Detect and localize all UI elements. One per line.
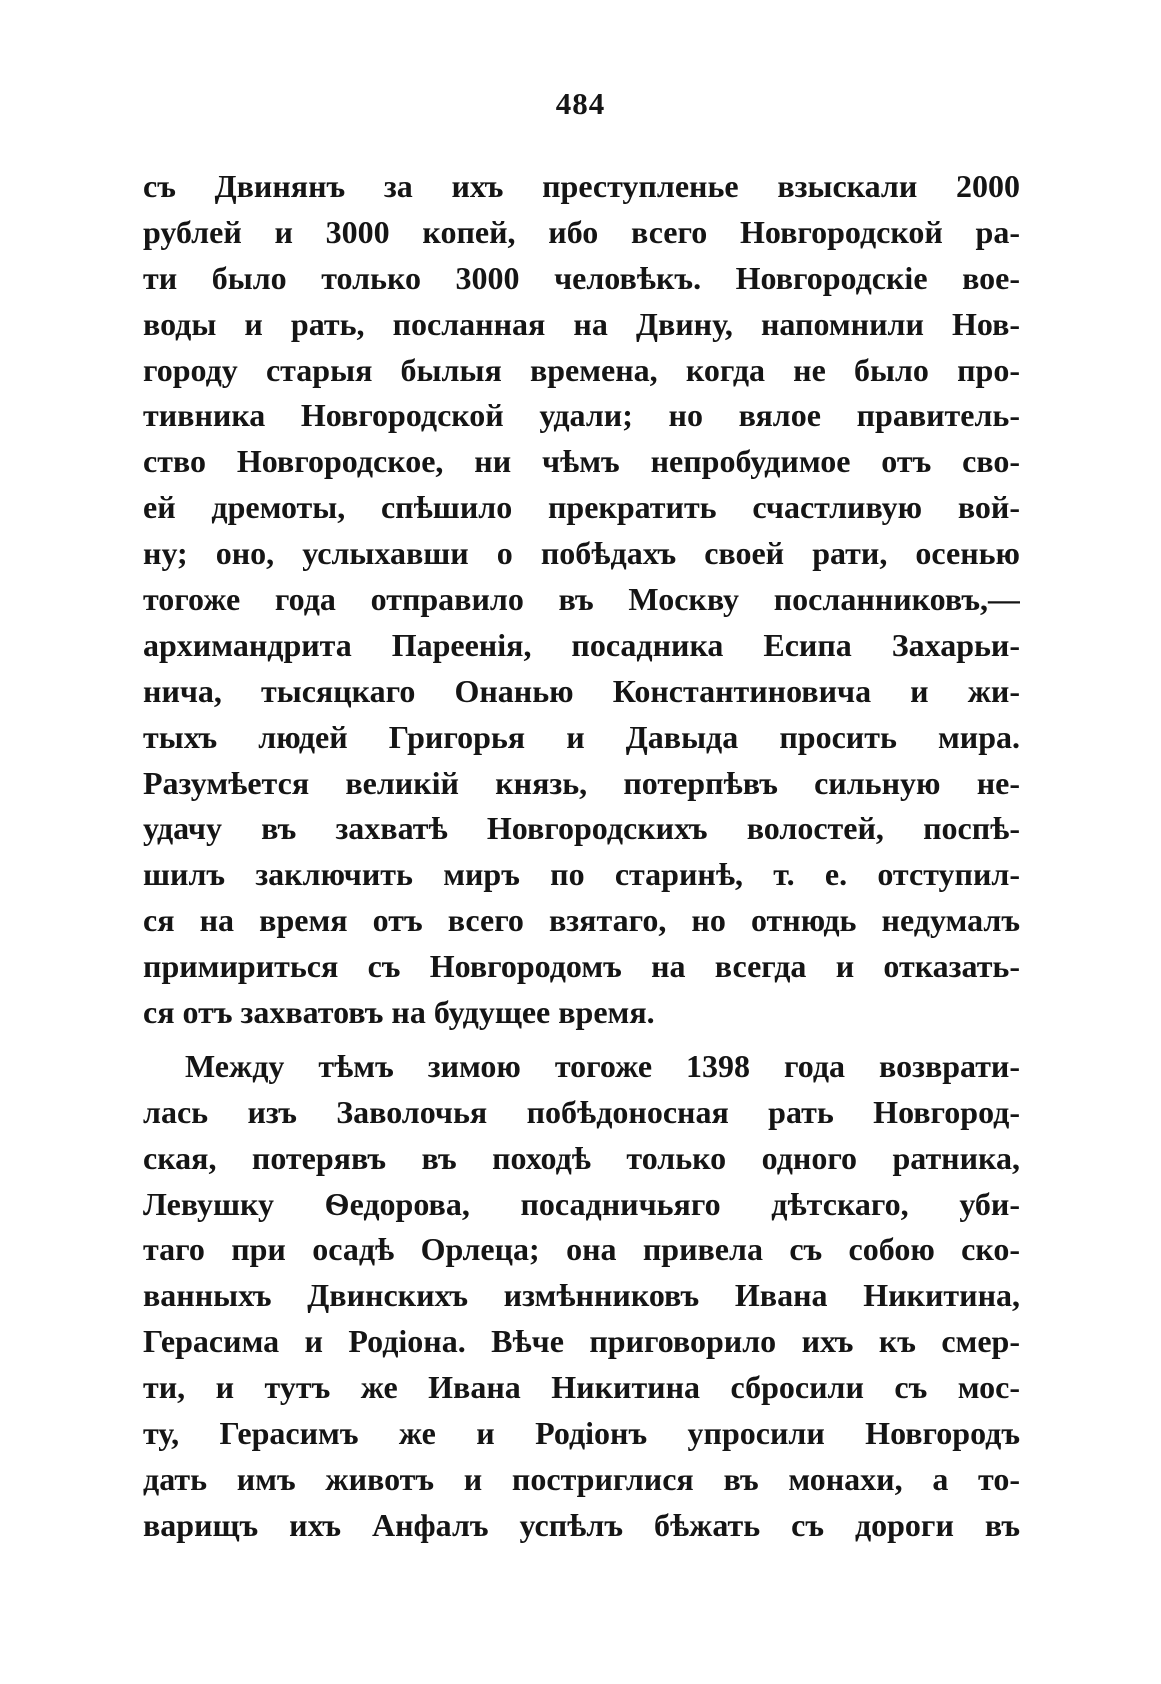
- text-line: ся на время отъ всего взятаго, но отнюдь недумалъ: [143, 902, 1020, 939]
- page-number: 484: [555, 86, 606, 121]
- paragraph-2: [143, 1044, 1020, 1549]
- text-line: тогоже года отправило въ Москву посланниковъ,—: [143, 581, 1020, 618]
- text-line: ей дремоты, спѣшило прекратить счастливую вой-: [143, 489, 1020, 526]
- text-line: лась изъ Заволочья побѣдоносная рать Новгород-: [143, 1093, 1020, 1130]
- text-line: ту, Герасимъ же и Родіонъ упросили Новгородъ: [143, 1415, 1020, 1452]
- text-line: воды и рать, посланная на Двину, напомнили Нов-: [143, 305, 1020, 342]
- text-line: Левушку Ѳедорова, посадничьяго дѣтскаго, уби-: [143, 1185, 1020, 1222]
- text-line: Между тѣмъ зимою тогоже 1398 года возврати-: [185, 1047, 1020, 1084]
- text-line: ну; оно, услыхавши о побѣдахъ своей рати, осенью: [143, 535, 1020, 572]
- text-line: дать имъ животъ и постриглися въ монахи, а то-: [143, 1460, 1020, 1497]
- text-line: съ Двинянъ за ихъ преступленье взыскали 2000: [143, 168, 1020, 204]
- text-line: городу старыя былыя времена, когда не было про-: [143, 351, 1020, 388]
- paragraph-gap: [143, 1036, 1020, 1044]
- text-line: варищъ ихъ Анфалъ успѣлъ бѣжать съ дороги въ: [143, 1506, 1020, 1543]
- text-line: шилъ заключить миръ по старинѣ, т. е. отступил-: [143, 856, 1020, 893]
- text-line: нича, тысяцкаго Онанью Константиновича и жи-: [143, 672, 1020, 709]
- text-line: таго при осадѣ Орлеца; она привела съ собою ско-: [143, 1231, 1020, 1268]
- text-line: ская, потерявъ въ походѣ только одного ратника,: [143, 1139, 1020, 1176]
- text-line: ванныхъ Двинскихъ измѣнниковъ Ивана Никитина,: [143, 1277, 1020, 1314]
- text-line: удачу въ захватѣ Новгородскихъ волостей, поспѣ-: [143, 810, 1020, 847]
- text-line: архимандрита Пареенія, посадника Есипа Захарьи-: [143, 626, 1020, 663]
- text-line: тыхъ людей Григорья и Давыда просить мира.: [143, 718, 1020, 755]
- text-line: Разумѣется великій князь, потерпѣвъ сильную не-: [143, 764, 1020, 801]
- text-line: ти, и тутъ же Ивана Никитина сбросили съ мос-: [143, 1369, 1020, 1406]
- text-line: ти было только 3000 человѣкъ. Новгородскіе вое-: [143, 259, 1020, 296]
- text-line: Герасима и Родіона. Вѣче приговорило ихъ къ смер-: [143, 1323, 1020, 1360]
- text-line: тивника Новгородской удали; но вялое правитель-: [143, 397, 1020, 434]
- page-text: [143, 164, 1020, 1549]
- text-line: ство Новгородское, ни чѣмъ непробудимое отъ сво-: [143, 443, 1020, 480]
- paragraph-1: [143, 164, 1020, 1036]
- text-line: ся отъ захватовъ на будущее время.: [143, 994, 655, 1031]
- text-line: рублей и 3000 копей, ибо всего Новгородской ра-: [143, 213, 1020, 250]
- text-line: примириться съ Новгородомъ на всегда и отказать-: [143, 948, 1020, 985]
